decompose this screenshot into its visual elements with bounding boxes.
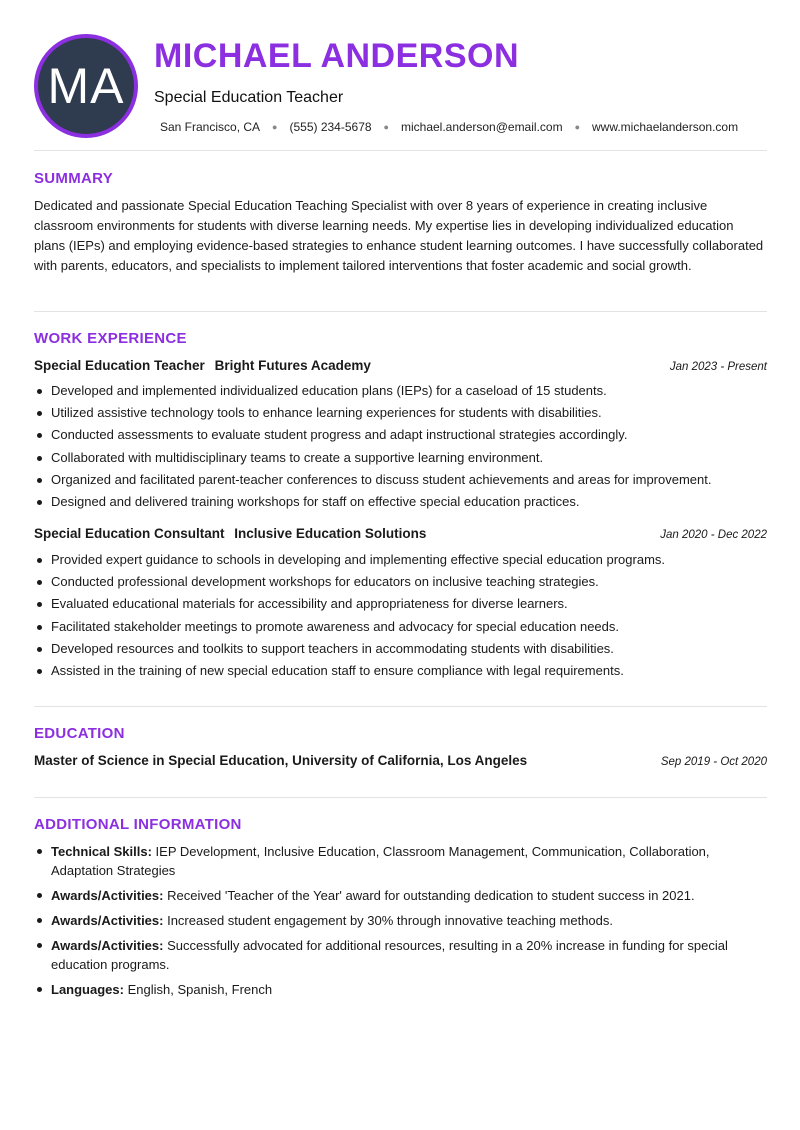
education-dates: Sep 2019 - Oct 2020 xyxy=(660,756,767,768)
list-item: Designed and delivered training workshops for staff on effective special education practices. xyxy=(34,493,767,515)
item-text: Received 'Teacher of the Year' award for outstanding dedication to student success in 2021. xyxy=(167,888,695,903)
list-item: Developed resources and toolkits to support teachers in accommodating students with disabilities. xyxy=(34,640,767,662)
separator-dot-icon: ● xyxy=(383,122,389,132)
contact-website[interactable]: www.michaelanderson.com xyxy=(592,120,739,134)
job-bullets xyxy=(34,382,767,515)
item-text: IEP Development, Inclusive Education, Classroom Management, Communication, Collaboration, Adaptation Strategies xyxy=(51,844,710,878)
avatar-initials: MA xyxy=(47,58,125,114)
summary-text: Dedicated and passionate Special Education Teaching Specialist with over 8 years of experience in creating inclusive classroom environments for students with diverse learning needs. My expertise lies in developing individualized education plans (IEPs) and employing evidence-based strategies to enhance student learning outcomes. I have successfully collaborated with parents, educators, and specialists to implement tailored interventions that foster academic and social growth. xyxy=(34,198,764,273)
education-degree: Master of Science in Special Education, University of California, Los Angeles xyxy=(34,753,528,768)
list-item: Provided expert guidance to schools in developing and implementing effective special education programs. xyxy=(34,551,767,573)
item-text: Increased student engagement by 30% through innovative teaching methods. xyxy=(167,913,614,928)
additional-list xyxy=(34,842,767,1005)
job-role xyxy=(34,358,371,373)
item-text: English, Spanish, French xyxy=(127,982,273,997)
contact-phone: (555) 234-5678 xyxy=(289,120,372,134)
list-item: Developed and implemented individualized education plans (IEPs) for a caseload of 15 students. xyxy=(34,382,767,404)
item-label: Technical Skills: xyxy=(51,844,152,859)
list-item xyxy=(34,886,767,905)
avatar xyxy=(34,34,138,138)
job-dates: Jan 2020 - Dec 2022 xyxy=(660,529,767,541)
job-header xyxy=(34,358,767,373)
separator-dot-icon: ● xyxy=(272,122,278,132)
job-header xyxy=(34,526,767,541)
item-label: Awards/Activities: xyxy=(51,913,164,928)
job-dates: Jan 2023 - Present xyxy=(669,361,767,373)
section-divider xyxy=(34,150,767,151)
item-label: Awards/Activities: xyxy=(51,888,164,903)
job-position: Special Education Consultant xyxy=(34,526,225,541)
summary-heading: SUMMARY xyxy=(34,170,114,187)
list-item: Conducted assessments to evaluate student progress and adapt instructional strategies accordingly. xyxy=(34,426,767,448)
education-entry xyxy=(34,753,767,768)
section-divider xyxy=(34,311,767,312)
education-heading: EDUCATION xyxy=(34,725,125,742)
contact-location: San Francisco, CA xyxy=(160,120,261,134)
section-divider xyxy=(34,797,767,798)
job-company: Inclusive Education Solutions xyxy=(234,526,427,541)
job-position: Special Education Teacher xyxy=(34,358,205,373)
list-item: Collaborated with multidisciplinary teams to create a supportive learning environment. xyxy=(34,449,767,471)
list-item: Facilitated stakeholder meetings to promote awareness and advocacy for special education needs. xyxy=(34,618,767,640)
list-item: Organized and facilitated parent-teacher conferences to discuss student achievements and areas for improvement. xyxy=(34,471,767,493)
contact-info xyxy=(160,120,738,134)
list-item xyxy=(34,980,767,999)
list-item xyxy=(34,911,767,930)
item-label: Awards/Activities: xyxy=(51,938,164,953)
experience-heading: WORK EXPERIENCE xyxy=(34,330,187,347)
contact-email[interactable]: michael.anderson@email.com xyxy=(400,120,563,134)
list-item: Evaluated educational materials for accessibility and appropriateness for diverse learners. xyxy=(34,595,767,617)
section-divider xyxy=(34,706,767,707)
job-bullets xyxy=(34,551,767,684)
list-item: Conducted professional development workshops for educators on inclusive teaching strategies. xyxy=(34,573,767,595)
list-item: Utilized assistive technology tools to enhance learning experiences for students with disabilities. xyxy=(34,404,767,426)
additional-heading: ADDITIONAL INFORMATION xyxy=(34,816,242,833)
list-item xyxy=(34,936,767,974)
separator-dot-icon: ● xyxy=(574,122,581,132)
list-item xyxy=(34,842,767,880)
job-role xyxy=(34,526,426,541)
job-company: Bright Futures Academy xyxy=(214,358,371,373)
list-item: Assisted in the training of new special education staff to ensure compliance with legal requirements. xyxy=(34,662,767,684)
item-label: Languages: xyxy=(51,982,124,997)
candidate-name: MICHAEL ANDERSON xyxy=(154,37,520,75)
item-text: Successfully advocated for additional resources, resulting in a 20% increase in funding for special education programs. xyxy=(51,938,728,972)
candidate-title: Special Education Teacher xyxy=(154,89,344,106)
